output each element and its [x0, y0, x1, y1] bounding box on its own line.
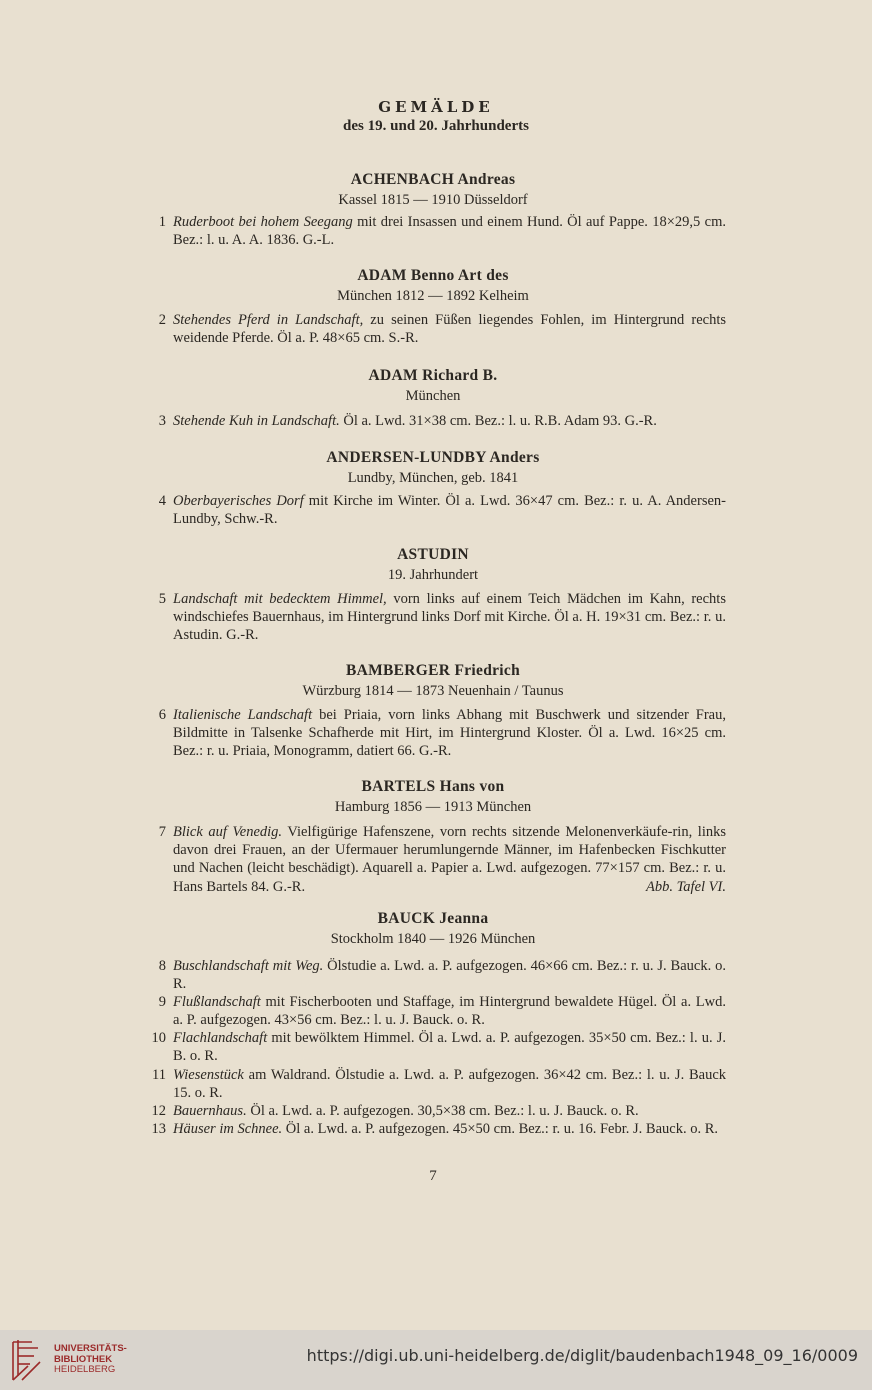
plate-reference: Abb. Tafel VI. — [645, 878, 726, 895]
entry-description: mit Kirche im Winter. Öl a. Lwd. 36×47 cm. Bez.: r. u. A. Andersen-Lundby, Schw.-R. — [173, 493, 726, 528]
artist-life: Stockholm 1840 — 1926 München — [330, 931, 536, 947]
artist-header — [0, 545, 866, 585]
entry-number: 12 — [151, 1103, 166, 1119]
entry-number: 10 — [151, 1030, 166, 1046]
entry-number: 4 — [158, 493, 166, 509]
entry-number: 1 — [158, 214, 166, 230]
artist-header — [0, 661, 866, 701]
catalog-entry — [148, 993, 726, 1029]
entry-title: Oberbayerisches Dorf — [173, 493, 304, 509]
entry-description: bei Priaia, vorn links Abhang mit Buschwerk und sitzender Frau, Bildmitte in Talsenke Schafherde mit Hirt, im Hintergrund Kloster. Öl a. Lwd. 16×25 cm. Bez.: r. u. Priaia, Monogramm, datiert 66. G.-R. — [173, 707, 726, 760]
entry-number: 9 — [158, 994, 166, 1010]
entry-description: am Waldrand. Ölstudie a. Lwd. a. P. aufgezogen. 36×42 cm. Bez.: l. u. J. Bauck 15. o. R. — [173, 1067, 726, 1102]
catalog-entry — [148, 957, 726, 993]
artist-header — [0, 448, 866, 488]
artist-header — [0, 266, 866, 306]
artist-header — [0, 366, 866, 406]
entry-number: 7 — [158, 824, 166, 840]
catalog-entry — [148, 213, 726, 249]
catalog-entry — [148, 492, 726, 528]
catalog-entry — [148, 1029, 726, 1065]
section-title: GEMÄLDE — [378, 98, 494, 116]
artist-header — [0, 909, 866, 949]
entry-title: Flachlandschaft — [173, 1030, 268, 1046]
permalink-url[interactable]: https://digi.ub.uni-heidelberg.de/diglit/baudenbach1948_09_16/0009 — [306, 1346, 858, 1365]
catalog-entry — [148, 823, 726, 896]
entry-title: Bauernhaus. — [173, 1103, 247, 1119]
entry-description: vorn links auf einem Teich Mädchen im Kahn, rechts windschiefes Bauernhaus, im Hintergrund links Dorf mit Kirche. Öl a. H. 19×31 cm. Bez.: r. u. Astudin. G.-R. — [173, 591, 726, 644]
catalog-entry — [148, 1102, 726, 1120]
entry-number: 6 — [158, 707, 166, 723]
artist-name: BAMBERGER Friedrich — [345, 662, 521, 679]
entry-description: Vielfigürige Hafenszene, vorn rechts sitzende Melonenverkäufe-rin, links davon drei Frauen, an der Ufermauer herumlungernde Männer, im Hafenbecken Fischkutter und Nachen (leicht beschädigt). Aquarell a. Papier a. Lwd. aufgezogen. 77×157 cm. Bez.: r. u. Hans Bartels 84. G.-R. — [173, 824, 726, 895]
entry-title: Ruderboot bei hohem Seegang — [173, 214, 353, 230]
artist-name: ANDERSEN-LUNDBY Anders — [326, 449, 540, 466]
entry-title: Buschlandschaft mit Weg. — [173, 958, 324, 974]
entry-title: Stehendes Pferd in Landschaft, — [173, 312, 364, 328]
library-name-line: UNIVERSITÄTS- — [54, 1343, 127, 1354]
artist-life: München — [405, 388, 461, 404]
artist-life: Würzburg 1814 — 1873 Neuenhain / Taunus — [302, 683, 564, 699]
catalog-entry — [148, 1120, 726, 1138]
entry-description: mit bewölktem Himmel. Öl a. Lwd. a. P. aufgezogen. 35×50 cm. Bez.: l. u. J. B. o. R. — [173, 1030, 726, 1065]
entry-title: Italienische Landschaft — [173, 707, 313, 723]
entry-description: Öl a. Lwd. 31×38 cm. Bez.: l. u. R.B. Adam 93. G.-R. — [339, 413, 657, 429]
entry-title: Landschaft mit bedecktem Himmel, — [173, 591, 387, 607]
entry-number: 11 — [152, 1067, 166, 1083]
artist-name: BARTELS Hans von — [361, 778, 505, 795]
artist-name: ASTUDIN — [397, 546, 469, 563]
artist-name: ADAM Benno Art des — [357, 267, 509, 284]
entry-number: 2 — [158, 312, 166, 328]
artist-life: Hamburg 1856 — 1913 München — [334, 799, 532, 815]
artist-name: BAUCK Jeanna — [377, 910, 489, 927]
catalog-entry — [148, 412, 726, 430]
entry-number: 5 — [158, 591, 166, 607]
entry-description: Öl a. Lwd. a. P. aufgezogen. 45×50 cm. Bez.: r. u. 16. Febr. J. Bauck. o. R. — [282, 1121, 718, 1137]
library-name-line: HEIDELBERG — [54, 1364, 116, 1375]
section-subtitle: des 19. und 20. Jahrhunderts — [343, 118, 529, 134]
entry-title: Blick auf Venedig. — [173, 824, 283, 840]
entry-number: 3 — [158, 413, 166, 429]
artist-life: Lundby, München, geb. 1841 — [347, 470, 519, 486]
entry-description: zu seinen Füßen liegendes Fohlen, im Hintergrund rechts weidende Pferde. Öl a. P. 48×65 cm. S.-R. — [173, 312, 726, 347]
footer-bar — [0, 1330, 872, 1390]
entry-title: Stehende Kuh in Landschaft. — [173, 413, 340, 429]
library-name-line: BIBLIOTHEK — [54, 1353, 113, 1365]
artist-name: ADAM Richard B. — [368, 367, 498, 384]
page-number: 7 — [429, 1168, 437, 1184]
artist-life: Kassel 1815 — 1910 Düsseldorf — [338, 192, 528, 208]
entry-description: mit drei Insassen und einem Hund. Öl auf Pappe. 18×29,5 cm. Bez.: l. u. A. A. 1836. G.-L. — [173, 214, 726, 249]
artist-header — [0, 777, 866, 817]
library-name — [54, 1344, 127, 1376]
entry-description: Ölstudie a. Lwd. a. P. aufgezogen. 46×66 cm. Bez.: r. u. J. Bauck. o. R. — [173, 958, 727, 993]
catalog-entry — [148, 706, 726, 761]
entry-title: Häuser im Schnee. — [173, 1121, 283, 1137]
artist-header — [0, 170, 866, 210]
artist-life: 19. Jahrhundert — [387, 567, 479, 583]
catalog-entry — [148, 590, 726, 645]
entry-title: Flußlandschaft — [173, 994, 261, 1010]
entry-title: Wiesenstück — [173, 1067, 244, 1083]
artist-name: ACHENBACH Andreas — [350, 171, 516, 188]
entry-number: 13 — [151, 1121, 166, 1137]
entry-number: 8 — [158, 958, 166, 974]
catalog-entry — [148, 311, 726, 347]
entry-description: mit Fischerbooten und Staffage, im Hintergrund bewaldete Hügel. Öl a. Lwd. a. P. aufgezogen. 43×56 cm. Bez.: l. u. J. Bauck. o. R. — [173, 994, 726, 1029]
catalog-entry — [148, 1066, 726, 1102]
university-library-logo-icon — [8, 1336, 48, 1384]
entry-description: Öl a. Lwd. a. P. aufgezogen. 30,5×38 cm. Bez.: l. u. J. Bauck. o. R. — [246, 1103, 639, 1119]
artist-life: München 1812 — 1892 Kelheim — [337, 288, 529, 304]
